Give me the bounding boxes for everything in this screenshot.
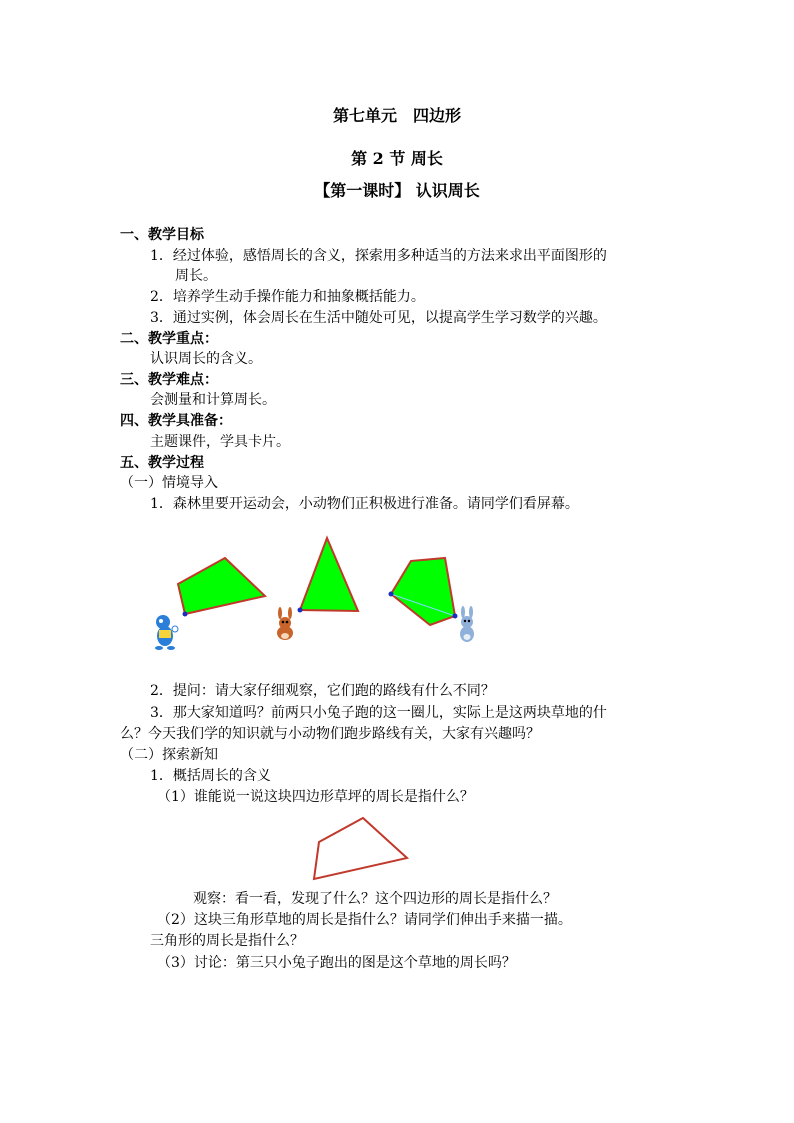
brown-rabbit-icon (277, 607, 293, 640)
blue-dog-icon (155, 615, 178, 650)
unit-title: 第七单元 四边形 (332, 106, 461, 125)
quadrilateral-outline-figure (305, 812, 415, 884)
pentagon-grass (391, 558, 455, 625)
difficulty-heading: 三、教学难点： (120, 372, 218, 388)
goal-item-1: 1．经过体验，感悟周长的含义，探索用多种适当的方法来求出平面图形的 (150, 248, 607, 264)
part2-heading: （二）探索新知 (120, 747, 218, 763)
grey-rabbit-icon (460, 606, 474, 642)
goal-item-1-cont: 周长。 (175, 268, 217, 284)
start-dot (183, 612, 188, 617)
key-point-heading: 二、教学重点： (120, 331, 218, 347)
question-2-followup: 三角形的周长是指什么？ (150, 933, 304, 949)
running-tracks-figure (145, 528, 475, 653)
start-dot (389, 592, 394, 597)
quadrilateral-outline (314, 818, 407, 879)
difficulty-text: 会测量和计算周长。 (150, 392, 276, 408)
goal-item-2: 2．培养学生动手操作能力和抽象概括能力。 (150, 289, 425, 305)
process-heading: 五、教学过程 (120, 455, 204, 471)
lesson-title: 【第一课时】 认识周长 (314, 181, 480, 200)
section-title: 第 2 节 周长 (351, 149, 443, 168)
observe-text: 观察：看一看，发现了什么？这个四边形的周长是指什么？ (193, 891, 557, 907)
question-2: （2）这块三角形草地的周长是指什么？请同学们伸出手来描一描。 (157, 912, 572, 928)
start-dot (453, 614, 458, 619)
triangle-grass (300, 538, 358, 611)
goal-item-3: 3．通过实例，体会周长在生活中随处可见，以提高学生学习数学的兴趣。 (150, 310, 607, 326)
quadrilateral-grass (178, 558, 265, 614)
part1-heading: （一）情境导入 (120, 475, 218, 491)
process-p1: 1．森林里要开运动会，小动物们正积极进行准备。请同学们看屏幕。 (150, 496, 579, 512)
question-intro: 1．概括周长的含义 (150, 768, 271, 784)
question-3: （3）讨论：第三只小兔子跑出的图是这个草地的周长吗？ (157, 955, 516, 971)
process-p3-cont: 么？今天我们学的知识就与小动物们跑步路线有关，大家有兴趣吗？ (120, 726, 540, 742)
process-p3: 3．那大家知道吗？前两只小兔子跑的这一圈儿，实际上是这两块草地的什 (150, 705, 607, 721)
key-point-text: 认识周长的含义。 (150, 351, 262, 367)
start-dot (298, 608, 303, 613)
question-1: （1）谁能说一说这块四边形草坪的周长是指什么？ (157, 789, 474, 805)
process-p2: 2．提问：请大家仔细观察，它们跑的路线有什么不同？ (150, 683, 495, 699)
goals-heading: 一、教学目标 (120, 227, 204, 243)
materials-text: 主题课件，学具卡片。 (150, 434, 290, 450)
materials-heading: 四、教学具准备： (120, 413, 232, 429)
